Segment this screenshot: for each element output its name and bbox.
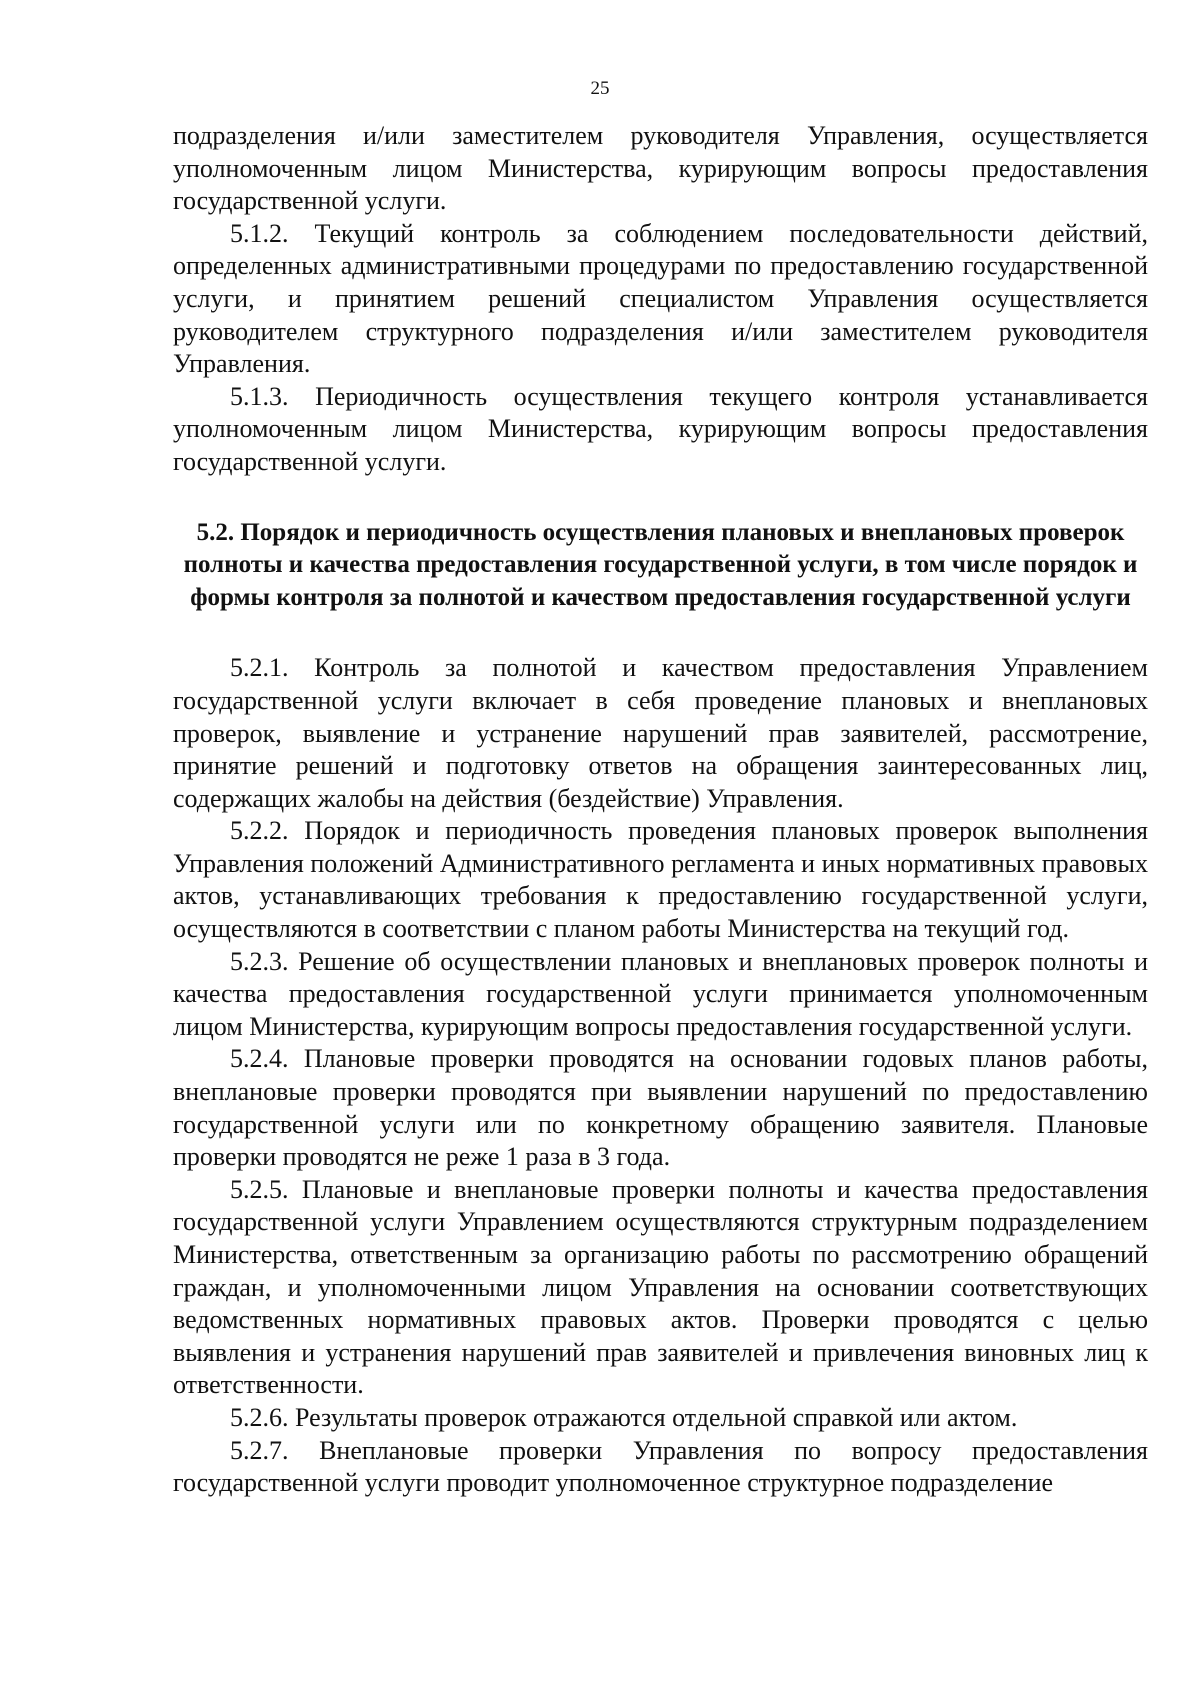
- paragraph-5-2-7: 5.2.7. Внеплановые проверки Управления по вопросу предоставления государственной услуги проводит уполномоченное структурное подразделение: [173, 1435, 1148, 1498]
- section-heading-5-2: 5.2. Порядок и периодичность осуществления плановых и внеплановых проверок полноты и качества предоставления государственной услуги, в том числе порядок и формы контроля за полнотой и качеством предоставления государственной услуги: [183, 518, 1138, 611]
- paragraph-5-2-1: 5.2.1. Контроль за полнотой и качеством предоставления Управлением государственной услуги включает в себя проведение плановых и внеплановых проверок, выявление и устранение нарушений прав заявителей, рассмотрение, принятие решений и подготовку ответов на обращения заинтересованных лиц, содержащих жалобы на действия (бездействие) Управления.: [173, 653, 1148, 813]
- paragraph-5-2-4: 5.2.4. Плановые проверки проводятся на основании годовых планов работы, внеплановые проверки проводятся при выявлении нарушений по предоставлению государственной услуги или по конкретному обращению заявителя. Плановые проверки проводятся не реже 1 раза в 3 года.: [173, 1044, 1148, 1172]
- paragraph-5-2-6: 5.2.6. Результаты проверок отражаются отдельной справкой или актом.: [230, 1402, 1018, 1432]
- page-number: 25: [590, 78, 610, 99]
- paragraph-5-2-2: 5.2.2. Порядок и периодичность проведения плановых проверок выполнения Управления положений Административного регламента и иных нормативных правовых актов, устанавливающих требования к предоставлению государственной услуги, осуществляются в соответствии с планом работы Министерства на текущий год.: [173, 816, 1148, 944]
- paragraph-5-1-2: 5.1.2. Текущий контроль за соблюдением последовательности действий, определенных административными процедурами по предоставлению государственной услуги, и принятием решений специалистом Управления осуществляется руководителем структурного подразделения и/или заместителем руководителя Управления.: [173, 218, 1148, 379]
- paragraph-continuation: подразделения и/или заместителем руководителя Управления, осуществляется уполномоченным лицом Министерства, курирующим вопросы предоставления государственной услуги.: [173, 121, 1148, 216]
- paragraph-5-2-5: 5.2.5. Плановые и внеплановые проверки полноты и качества предоставления государственной услуги Управлением осуществляются структурным подразделением Министерства, ответственным за организацию работы по рассмотрению обращений граждан, и уполномоченными лицом Управления на основании соответствующих ведомственных нормативных правовых актов. Проверки проводятся с целью выявления и устранения нарушений прав заявителей и привлечения виновных лиц к ответственности.: [173, 1174, 1148, 1400]
- paragraph-5-1-3: 5.1.3. Периодичность осуществления текущего контроля устанавливается уполномоченным лицом Министерства, курирующим вопросы предоставления государственной услуги.: [173, 381, 1148, 476]
- document-body: [173, 120, 1148, 1500]
- paragraph-5-2-3: 5.2.3. Решение об осуществлении плановых и внеплановых проверок полноты и качества предоставления государственной услуги принимается уполномоченным лицом Министерства, курирующим вопросы предоставления государственной услуги.: [173, 946, 1148, 1041]
